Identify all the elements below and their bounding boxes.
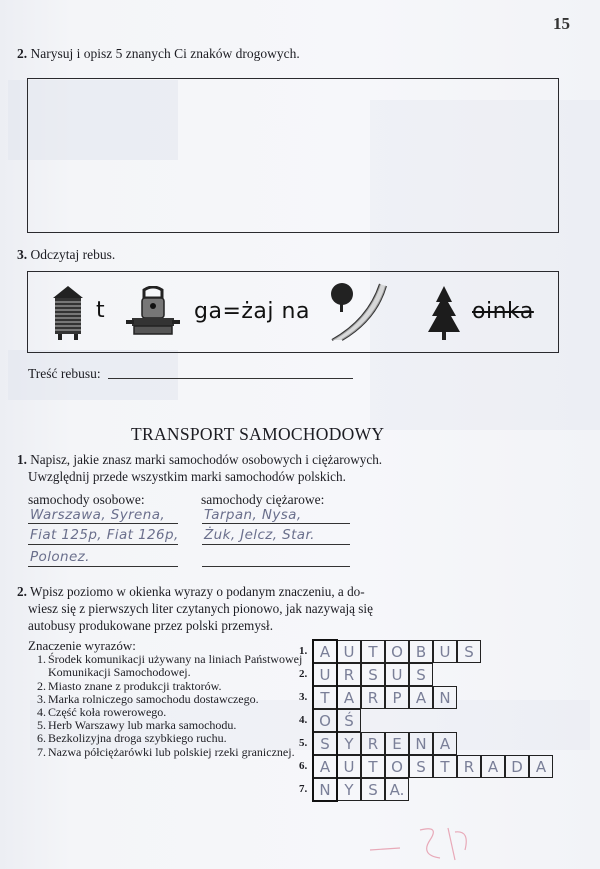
task-text: Odczytaj rebus. [30, 247, 116, 262]
crossword-cell[interactable]: A [313, 755, 337, 778]
crossword-cell[interactable]: S [361, 778, 385, 801]
crossword-cell[interactable]: P [385, 686, 409, 709]
task-text: Narysuj i opisz 5 znanych Ci znaków drogowych. [30, 46, 300, 61]
task-number: 2. [17, 46, 28, 61]
meaning-text: Herb Warszawy lub marka samochodu. [48, 718, 237, 733]
crossword-cell[interactable]: N [433, 686, 457, 709]
answer-line [28, 566, 178, 567]
task-text: autobusy produkowane przez polski przemysł. [28, 618, 274, 633]
crossword-cell[interactable]: Y [337, 778, 361, 801]
row-label: 5. [299, 737, 308, 749]
answer-line [202, 523, 350, 524]
meaning-text: Nazwa półciężarówki lub polskiej rzeki granicznej. [48, 744, 295, 759]
task-car-brands [17, 451, 382, 468]
section-title: TRANSPORT SAMOCHODOWY [131, 424, 385, 444]
word-meanings [28, 639, 302, 759]
crossword-cell[interactable]: D [505, 755, 529, 778]
crossword-cell[interactable]: A [433, 732, 457, 755]
passenger-cars-label: samochody osobowe: [28, 492, 145, 507]
crossword-cell[interactable]: A [313, 640, 337, 663]
meaning-text: Komunikacji Samochodowej. [48, 665, 191, 680]
task-text: Wpisz poziomo w okienka wyrazy o podanym znaczeniu, a do- [29, 584, 365, 599]
trucks-label: samochody ciężarowe: [201, 492, 325, 507]
rebus-text: ga=żaj na [194, 299, 310, 324]
crossword-cell[interactable]: S [409, 663, 433, 686]
crossword-cell[interactable]: U [337, 640, 361, 663]
crossword-cell[interactable]: U [385, 663, 409, 686]
rebus-box [27, 271, 559, 353]
answer-line [202, 544, 350, 545]
truck-answer[interactable]: Żuk, Jelcz, Star. [204, 527, 315, 543]
row-label: 7. [299, 783, 308, 795]
crossword-cell[interactable]: S [361, 663, 385, 686]
answer-line [202, 566, 350, 567]
passenger-answer[interactable]: Fiat 125p, Fiat 126p, [30, 527, 179, 543]
row-label: 1. [299, 645, 308, 657]
crossword-cell[interactable]: O [385, 640, 409, 663]
meaning-text: Część koła rowerowego. [48, 705, 167, 720]
beehive-icon [50, 284, 86, 340]
meaning-text: Bezkolizyjna droga szybkiego ruchu. [48, 731, 227, 746]
crossword-cell[interactable]: R [361, 732, 385, 755]
solution-column [312, 639, 338, 802]
crossword-cell[interactable]: Ś [337, 709, 361, 732]
crossword-cell[interactable]: N [313, 778, 337, 801]
spruce-tree-icon [426, 284, 462, 342]
rebus-answer-label: Treść rebusu: [28, 366, 101, 381]
passenger-answer[interactable]: Warszawa, Syrena, [30, 507, 166, 523]
task-number: 1. [17, 452, 27, 467]
meaning-number: 2. [37, 678, 46, 693]
task-text: Uwzględnij przede wszystkim marki samochodów polskich. [28, 469, 346, 484]
passenger-answer[interactable]: Polonez. [30, 549, 90, 565]
crossword-cell[interactable]: A [337, 686, 361, 709]
meanings-header: Znaczenie wyrazów: [28, 638, 136, 653]
row-label: 6. [299, 760, 308, 772]
crossword-cell[interactable]: N [409, 732, 433, 755]
crossword-cell[interactable]: T [361, 640, 385, 663]
rebus-text: t [96, 298, 106, 323]
crossword-cell[interactable]: A [481, 755, 505, 778]
meaning-number: 1. [37, 652, 46, 667]
meaning-text: Środek komunikacji używany na liniach Państwowej [48, 652, 303, 667]
stamp-icon [124, 286, 182, 338]
crossword-cell[interactable]: U [313, 663, 337, 686]
crossword-cell[interactable]: A [409, 686, 433, 709]
page-number: 15 [553, 14, 570, 33]
crossword-cell[interactable]: R [457, 755, 481, 778]
crossword-cell[interactable]: U [337, 755, 361, 778]
meaning-item [28, 653, 302, 679]
meaning-number: 5. [37, 718, 46, 733]
answer-line [28, 544, 178, 545]
task-crossword [17, 583, 365, 600]
crossword-cell[interactable]: R [361, 686, 385, 709]
meanings-list [28, 653, 302, 759]
crossword-cell[interactable]: B [409, 640, 433, 663]
row-label: 3. [299, 691, 308, 703]
crossword-cell[interactable]: E [385, 732, 409, 755]
meaning-text: Miasto znane z produkcji traktorów. [48, 678, 222, 693]
crossword-cell[interactable]: A. [385, 778, 409, 801]
crossword-cell[interactable]: S [457, 640, 481, 663]
rebus-text: oinka [472, 299, 534, 324]
row-label: 2. [299, 668, 308, 680]
crossword-cell[interactable]: T [433, 755, 457, 778]
truck-answer[interactable]: Tarpan, Nysa, [204, 507, 302, 523]
task-rebus [17, 246, 115, 263]
crossword-cell[interactable]: A [529, 755, 553, 778]
task-text: wiesz się z pierwszych liter czytanych pionowo, jak nazywają się [28, 601, 373, 616]
rebus-answer-field[interactable] [108, 378, 353, 379]
meaning-number: 3. [37, 691, 46, 706]
task-text: Napisz, jakie znasz marki samochodów osobowych i ciężarowych. [30, 452, 383, 467]
grade-mark [360, 820, 480, 865]
task-road-signs [17, 45, 300, 62]
meaning-number: 6. [37, 731, 46, 746]
meaning-number: 7. [37, 744, 46, 759]
road-curve-icon [328, 280, 388, 342]
meaning-number: 4. [37, 705, 46, 720]
crossword-cell[interactable]: T [313, 686, 337, 709]
meaning-item [28, 746, 302, 759]
crossword-cell[interactable]: Y [337, 732, 361, 755]
answer-line [28, 523, 178, 524]
crossword-cell[interactable]: O [385, 755, 409, 778]
task-number: 3. [17, 247, 28, 262]
crossword-cell[interactable]: S [409, 755, 433, 778]
crossword-cell[interactable]: O [313, 709, 337, 732]
task-number: 2. [17, 584, 27, 599]
crossword-cell[interactable]: R [337, 663, 361, 686]
crossword-cell[interactable]: T [361, 755, 385, 778]
crossword-cell[interactable]: S [313, 732, 337, 755]
row-label: 4. [299, 714, 308, 726]
crossword-cell[interactable]: U [433, 640, 457, 663]
meaning-text: Marka rolniczego samochodu dostawczego. [48, 691, 259, 706]
drawing-area[interactable] [27, 78, 559, 233]
